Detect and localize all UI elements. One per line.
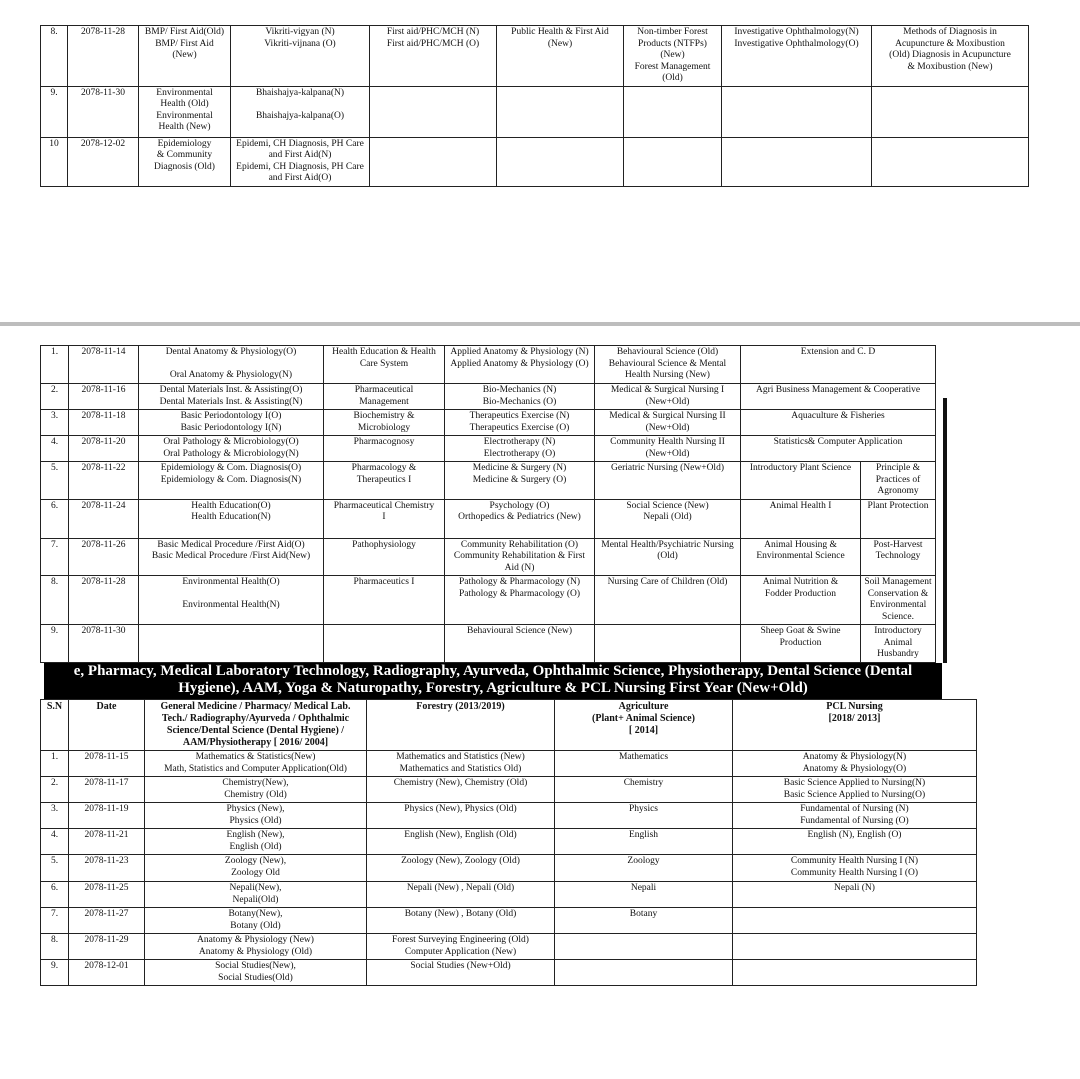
cell-c2: Pharmaceutical Chemistry I [324, 499, 445, 538]
table-row [41, 436, 936, 462]
cell-gm: Mathematics & Statistics(New) Math, Statistics and Computer Application(Old) [145, 751, 367, 777]
table-row [41, 908, 977, 934]
cell-c4 [497, 86, 624, 137]
cell-c4: Behavioural Science (Old) Behavioural Science & Mental Health Nursing (New) [595, 346, 741, 384]
table-row [41, 86, 1029, 137]
cell-c3: Pathology & Pharmacology (N) Pathology & Pharmacology (O) [445, 576, 595, 625]
cell-sn: 9. [41, 625, 69, 663]
schedule-table-2 [40, 345, 936, 663]
table-row [41, 777, 977, 803]
cell-c5: Aquaculture & Fisheries [741, 410, 936, 436]
cell-c6 [722, 137, 872, 186]
cell-date: 2078-11-22 [69, 462, 139, 500]
cell-c6: Plant Protection [861, 499, 936, 538]
table-edge-mark [943, 398, 947, 663]
cell-sn: 10 [41, 137, 68, 186]
cell-sn: 7. [41, 538, 69, 576]
cell-date: 2078-11-28 [68, 26, 139, 87]
cell-forestry: Mathematics and Statistics (New) Mathematics and Statistics Old) [367, 751, 555, 777]
cell-c6 [722, 86, 872, 137]
cell-sn: 3. [41, 803, 69, 829]
cell-sn: 3. [41, 410, 69, 436]
cell-c2: Pathophysiology [324, 538, 445, 576]
cell-c3 [370, 86, 497, 137]
cell-date: 2078-11-19 [69, 803, 145, 829]
cell-c4 [497, 137, 624, 186]
table-row [41, 751, 977, 777]
cell-sn: 6. [41, 499, 69, 538]
cell-c1: Environmental Health (Old) Environmental Health (New) [139, 86, 231, 137]
cell-c6: Post-Harvest Technology [861, 538, 936, 576]
cell-c3: Psychology (O) Orthopedics & Pediatrics (New) [445, 499, 595, 538]
cell-sn: 7. [41, 908, 69, 934]
cell-c5: Animal Housing & Environmental Science [741, 538, 861, 576]
page-divider [0, 322, 1080, 326]
cell-agri: Physics [555, 803, 733, 829]
table-row [41, 829, 977, 855]
cell-c5: Extension and C. D [741, 346, 936, 384]
cell-sn: 9. [41, 960, 69, 986]
cell-sn: 5. [41, 462, 69, 500]
cell-sn: 2. [41, 777, 69, 803]
cell-sn: 5. [41, 855, 69, 882]
cell-c4: Mental Health/Psychiatric Nursing (Old) [595, 538, 741, 576]
cell-pcl: English (N), English (O) [733, 829, 977, 855]
cell-c3: Therapeutics Exercise (N) Therapeutics Exercise (O) [445, 410, 595, 436]
cell-c2: Vikriti-vigyan (N) Vikriti-vijnana (O) [231, 26, 370, 87]
cell-gm: Botany(New), Botany (Old) [145, 908, 367, 934]
first-year-schedule-table [40, 699, 977, 986]
cell-forestry: Physics (New), Physics (Old) [367, 803, 555, 829]
cell-pcl: Anatomy & Physiology(N) Anatomy & Physiology(O) [733, 751, 977, 777]
cell-pcl: Community Health Nursing I (N) Community Health Nursing I (O) [733, 855, 977, 882]
cell-forestry: English (New), English (Old) [367, 829, 555, 855]
cell-gm: English (New), English (Old) [145, 829, 367, 855]
cell-c4: Public Health & First Aid (New) [497, 26, 624, 87]
cell-c4: Geriatric Nursing (New+Old) [595, 462, 741, 500]
cell-gm: Anatomy & Physiology (New) Anatomy & Physiology (Old) [145, 934, 367, 960]
schedule-table-1 [40, 25, 1029, 187]
cell-c1: Health Education(O) Health Education(N) [139, 499, 324, 538]
cell-c3: Behavioural Science (New) [445, 625, 595, 663]
cell-date: 2078-11-16 [69, 384, 139, 410]
cell-sn: 9. [41, 86, 68, 137]
cell-gm: Zoology (New), Zoology Old [145, 855, 367, 882]
cell-gm: Physics (New), Physics (Old) [145, 803, 367, 829]
cell-c5: Animal Health I [741, 499, 861, 538]
table-row [41, 803, 977, 829]
cell-c4: Community Health Nursing II (New+Old) [595, 436, 741, 462]
cell-c2: Pharmaceutics I [324, 576, 445, 625]
cell-sn: 4. [41, 436, 69, 462]
cell-gm: Nepali(New), Nepali(Old) [145, 882, 367, 908]
cell-sn: 2. [41, 384, 69, 410]
table-row [41, 855, 977, 882]
header-date: Date [69, 700, 145, 751]
cell-c6: Soil Management Conservation & Environmental Science. [861, 576, 936, 625]
table-row [41, 26, 1029, 87]
table-row [41, 625, 936, 663]
cell-c6: Introductory Animal Husbandry [861, 625, 936, 663]
header-agriculture: Agriculture (Plant+ Animal Science) [ 2014] [555, 700, 733, 751]
cell-c4: Medical & Surgical Nursing I (New+Old) [595, 384, 741, 410]
cell-c2: Pharmacognosy [324, 436, 445, 462]
cell-c1: Dental Anatomy & Physiology(O) Oral Anatomy & Physiology(N) [139, 346, 324, 384]
cell-pcl [733, 908, 977, 934]
table-row [41, 960, 977, 986]
cell-pcl [733, 960, 977, 986]
cell-sn: 4. [41, 829, 69, 855]
cell-agri: Nepali [555, 882, 733, 908]
cell-date: 2078-11-26 [69, 538, 139, 576]
table-row [41, 346, 936, 384]
cell-forestry: Botany (New) , Botany (Old) [367, 908, 555, 934]
table-row [41, 934, 977, 960]
cell-c4 [595, 625, 741, 663]
cell-c1: Epidemiology & Community Diagnosis (Old) [139, 137, 231, 186]
cell-c3: Medicine & Surgery (N) Medicine & Surgery (O) [445, 462, 595, 500]
header-forestry: Forestry (2013/2019) [367, 700, 555, 751]
cell-date: 2078-11-14 [69, 346, 139, 384]
table-row [41, 384, 936, 410]
cell-agri: Chemistry [555, 777, 733, 803]
cell-c5: Introductory Plant Science [741, 462, 861, 500]
section-banner: e, Pharmacy, Medical Laboratory Technology, Radiography, Ayurveda, Ophthalmic Science, Physiotherapy, Dental Science (Dental Hygiene), AAM, Yoga & Naturopathy, Forestry, Agriculture & PCL Nursing First Year (New+Old) [44, 663, 942, 699]
cell-c5: Agri Business Management & Cooperative [741, 384, 936, 410]
cell-c5: Animal Nutrition & Fodder Production [741, 576, 861, 625]
cell-c3: Community Rehabilitation (O) Community Rehabilitation & First Aid (N) [445, 538, 595, 576]
cell-sn: 8. [41, 576, 69, 625]
cell-pcl [733, 934, 977, 960]
cell-date: 2078-11-20 [69, 436, 139, 462]
cell-c3: First aid/PHC/MCH (N) First aid/PHC/MCH (O) [370, 26, 497, 87]
cell-c1: BMP/ First Aid(Old) BMP/ First Aid (New) [139, 26, 231, 87]
cell-c7 [872, 86, 1029, 137]
cell-sn: 1. [41, 751, 69, 777]
cell-c6: Investigative Ophthalmology(N) Investigative Ophthalmology(O) [722, 26, 872, 87]
cell-agri: Botany [555, 908, 733, 934]
cell-c2: Epidemi, CH Diagnosis, PH Care and First Aid(N) Epidemi, CH Diagnosis, PH Care and First Aid(O) [231, 137, 370, 186]
cell-c3: Bio-Mechanics (N) Bio-Mechanics (O) [445, 384, 595, 410]
cell-c4: Medical & Surgical Nursing II (New+Old) [595, 410, 741, 436]
cell-date: 2078-11-18 [69, 410, 139, 436]
cell-c1: Environmental Health(O) Environmental Health(N) [139, 576, 324, 625]
cell-c3: Electrotherapy (N) Electrotherapy (O) [445, 436, 595, 462]
cell-date: 2078-11-30 [68, 86, 139, 137]
cell-sn: 8. [41, 26, 68, 87]
cell-c4: Nursing Care of Children (Old) [595, 576, 741, 625]
cell-c2: Bhaishajya-kalpana(N) Bhaishajya-kalpana(O) [231, 86, 370, 137]
table-header-row [41, 700, 977, 751]
cell-date: 2078-11-17 [69, 777, 145, 803]
cell-date: 2078-11-30 [69, 625, 139, 663]
cell-pcl: Fundamental of Nursing (N) Fundamental of Nursing (O) [733, 803, 977, 829]
cell-c2: Health Education & Health Care System [324, 346, 445, 384]
table-row [41, 137, 1029, 186]
cell-agri: Mathematics [555, 751, 733, 777]
table-row [41, 538, 936, 576]
table-row [41, 410, 936, 436]
cell-date: 2078-12-02 [68, 137, 139, 186]
cell-gm: Social Studies(New), Social Studies(Old) [145, 960, 367, 986]
cell-date: 2078-11-21 [69, 829, 145, 855]
header-sn: S.N [41, 700, 69, 751]
cell-date: 2078-11-29 [69, 934, 145, 960]
table-row [41, 576, 936, 625]
header-general-medicine: General Medicine / Pharmacy/ Medical Lab. Tech./ Radiography/Ayurveda / Ophthalmic Science/Dental Science (Dental Hygiene) / AAM/Physiotherapy [ 2016/ 2004] [145, 700, 367, 751]
cell-date: 2078-11-25 [69, 882, 145, 908]
cell-forestry: Nepali (New) , Nepali (Old) [367, 882, 555, 908]
cell-c5: Statistics& Computer Application [741, 436, 936, 462]
cell-sn: 1. [41, 346, 69, 384]
cell-date: 2078-11-23 [69, 855, 145, 882]
cell-c5: Sheep Goat & Swine Production [741, 625, 861, 663]
cell-agri: Zoology [555, 855, 733, 882]
cell-c1: Basic Medical Procedure /First Aid(O) Basic Medical Procedure /First Aid(New) [139, 538, 324, 576]
cell-c5 [624, 137, 722, 186]
cell-forestry: Chemistry (New), Chemistry (Old) [367, 777, 555, 803]
cell-c1: Epidemiology & Com. Diagnosis(O) Epidemiology & Com. Diagnosis(N) [139, 462, 324, 500]
cell-sn: 8. [41, 934, 69, 960]
cell-gm: Chemistry(New), Chemistry (Old) [145, 777, 367, 803]
cell-c1: Dental Materials Inst. & Assisting(O) Dental Materials Inst. & Assisting(N) [139, 384, 324, 410]
cell-c2: Pharmacology & Therapeutics I [324, 462, 445, 500]
table-row [41, 882, 977, 908]
header-pcl-nursing: PCL Nursing [2018/ 2013] [733, 700, 977, 751]
cell-c1: Basic Periodontology I(O) Basic Periodontology I(N) [139, 410, 324, 436]
cell-c3 [370, 137, 497, 186]
cell-forestry: Zoology (New), Zoology (Old) [367, 855, 555, 882]
cell-c1: Oral Pathology & Microbiology(O) Oral Pathology & Microbiology(N) [139, 436, 324, 462]
cell-agri: English [555, 829, 733, 855]
cell-date: 2078-11-28 [69, 576, 139, 625]
cell-c1 [139, 625, 324, 663]
cell-pcl: Nepali (N) [733, 882, 977, 908]
cell-date: 2078-12-01 [69, 960, 145, 986]
cell-forestry: Forest Surveying Engineering (Old) Computer Application (New) [367, 934, 555, 960]
cell-c2: Pharmaceutical Management [324, 384, 445, 410]
cell-c2 [324, 625, 445, 663]
cell-c7 [872, 137, 1029, 186]
cell-agri [555, 934, 733, 960]
cell-c5 [624, 86, 722, 137]
cell-c6: Principle & Practices of Agronomy [861, 462, 936, 500]
table-row [41, 462, 936, 500]
cell-pcl: Basic Science Applied to Nursing(N) Basic Science Applied to Nursing(O) [733, 777, 977, 803]
cell-date: 2078-11-27 [69, 908, 145, 934]
cell-sn: 6. [41, 882, 69, 908]
cell-c7: Methods of Diagnosis in Acupuncture & Moxibustion (Old) Diagnosis in Acupuncture & Moxibustion (New) [872, 26, 1029, 87]
cell-c2: Biochemistry & Microbiology [324, 410, 445, 436]
cell-c4: Social Science (New) Nepali (Old) [595, 499, 741, 538]
cell-date: 2078-11-24 [69, 499, 139, 538]
cell-agri [555, 960, 733, 986]
table-row [41, 499, 936, 538]
cell-forestry: Social Studies (New+Old) [367, 960, 555, 986]
cell-c5: Non-timber Forest Products (NTFPs) (New) Forest Management (Old) [624, 26, 722, 87]
cell-date: 2078-11-15 [69, 751, 145, 777]
cell-c3: Applied Anatomy & Physiology (N) Applied Anatomy & Physiology (O) [445, 346, 595, 384]
